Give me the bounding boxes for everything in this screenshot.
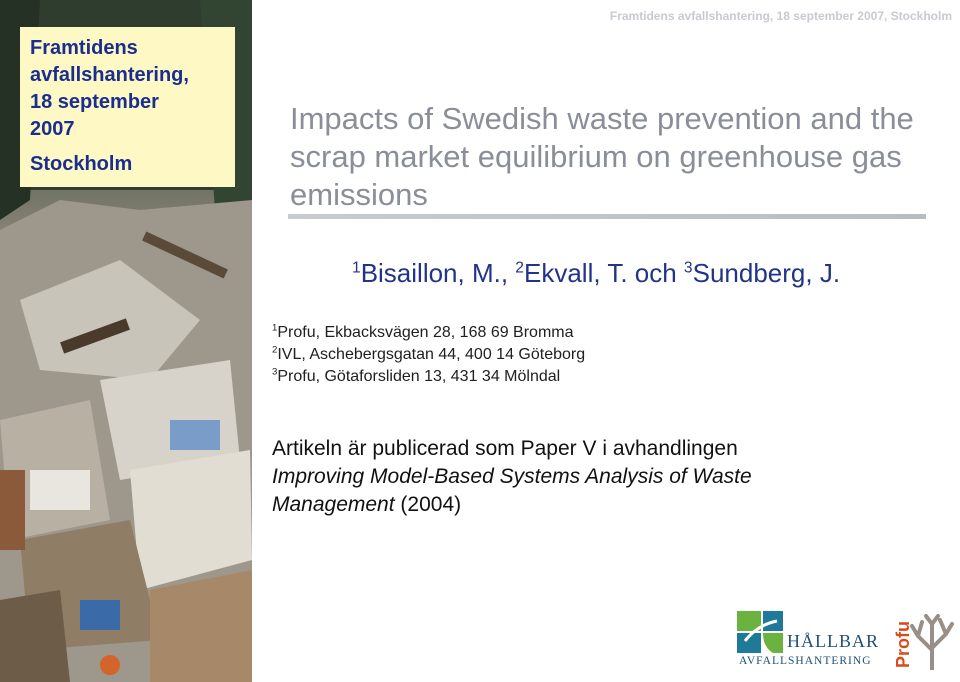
publication-note bbox=[272, 435, 752, 519]
author-1-marker: 1 bbox=[352, 259, 361, 277]
hallbar-leaf-icon bbox=[737, 611, 789, 655]
affiliation-1 bbox=[272, 322, 585, 344]
affiliation-3-text: Profu, Götaforsliden 13, 431 34 Mölndal bbox=[277, 368, 561, 385]
conference-header: Framtidens avfallshantering, 18 september 2007, Stockholm bbox=[609, 9, 952, 23]
thesis-title-line1: Improving Model-Based Systems Analysis of Waste bbox=[272, 465, 752, 488]
author-2-marker: 2 bbox=[515, 259, 524, 277]
avfallshantering-word: AVFALLSHANTERING bbox=[739, 655, 872, 667]
tree-icon bbox=[908, 614, 956, 670]
thesis-title-line2: Management bbox=[272, 493, 395, 516]
affiliation-2-text: IVL, Aschebergsgatan 44, 400 14 Göteborg bbox=[277, 346, 586, 363]
affiliation-2-marker: 2 bbox=[272, 344, 278, 356]
hallbar-word: HÅLLBAR bbox=[787, 631, 879, 651]
affiliation-2 bbox=[272, 344, 585, 366]
profu-logo bbox=[886, 612, 956, 672]
author-3-marker: 3 bbox=[683, 259, 693, 277]
event-name-line1: Framtidens bbox=[30, 37, 138, 59]
affiliation-1-text: Profu, Ekbacksvägen 28, 168 69 Bromma bbox=[277, 324, 574, 341]
author-list bbox=[352, 258, 840, 289]
author-2: Ekvall, T. och bbox=[523, 258, 684, 288]
hallbar-avfallshantering-logo bbox=[737, 611, 877, 673]
event-date-line: 18 september bbox=[30, 91, 159, 113]
event-location: Stockholm bbox=[30, 153, 133, 175]
event-year: 2007 bbox=[30, 118, 75, 140]
slide-title: Impacts of Swedish waste prevention and the scrap market equilibrium on greenhouse gas emissions bbox=[290, 101, 914, 212]
publication-intro: Artikeln är publicerad som Paper V i avhandlingen bbox=[272, 437, 738, 460]
event-info-box bbox=[20, 27, 235, 187]
affiliation-3 bbox=[272, 366, 585, 388]
author-3: Sundberg, J. bbox=[692, 258, 841, 288]
affiliation-1-marker: 1 bbox=[272, 322, 278, 334]
thesis-year: (2004) bbox=[394, 493, 462, 516]
affiliation-list bbox=[272, 322, 585, 388]
event-name-line2: avfallshantering, bbox=[30, 64, 189, 86]
profu-word: Profu bbox=[893, 621, 913, 668]
title-divider bbox=[288, 214, 926, 219]
affiliation-3-marker: 3 bbox=[272, 366, 278, 378]
author-1: Bisaillon, M., bbox=[360, 258, 516, 288]
